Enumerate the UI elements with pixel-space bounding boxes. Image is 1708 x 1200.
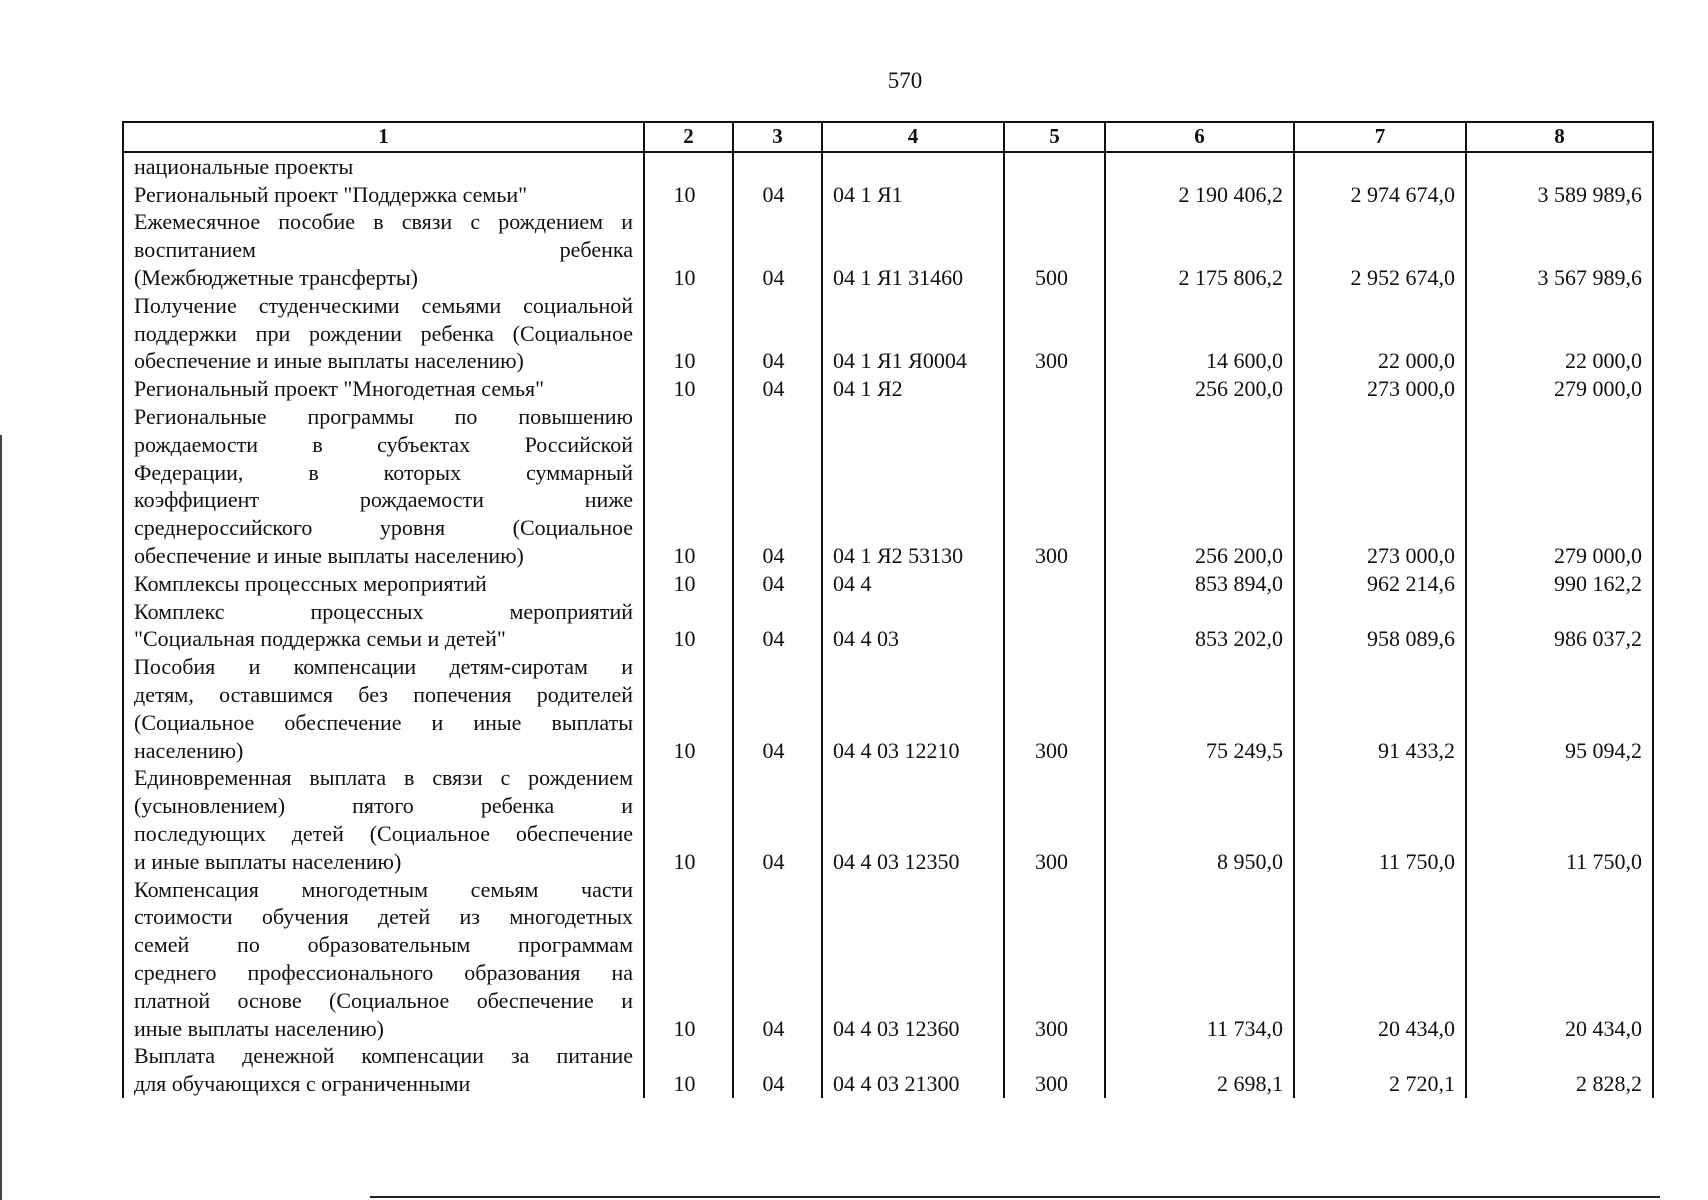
cell-c8: 279 000,0 <box>1466 375 1653 403</box>
cell-c8: 20 434,0 <box>1466 876 1653 1043</box>
description-line: семей по образовательным программам <box>134 932 633 958</box>
description-line: Получение студенческими семьями социальной <box>134 292 633 318</box>
cell-c4: 04 4 03 12350 <box>822 764 1004 875</box>
cell-c8: 11 750,0 <box>1466 764 1653 875</box>
table-row <box>123 598 1653 654</box>
cell-c5 <box>1004 181 1105 209</box>
description-line: обеспечение и иные выплаты населению) <box>134 348 524 374</box>
cell-c8: 2 828,2 <box>1466 1042 1653 1098</box>
cell-c6: 2 190 406,2 <box>1105 181 1294 209</box>
description-line: Региональные программы по повышению <box>134 403 633 429</box>
column-header-7: 7 <box>1294 122 1466 152</box>
cell-c7: 22 000,0 <box>1294 292 1466 375</box>
description-line: (усыновлением) пятого ребенка и <box>134 793 633 819</box>
cell-c4: 04 1 Я1 <box>822 181 1004 209</box>
cell-c2: 10 <box>644 653 733 764</box>
budget-table <box>122 121 1654 1098</box>
cell-c6: 8 950,0 <box>1105 764 1294 875</box>
table-row <box>123 152 1653 181</box>
cell-c4: 04 4 03 <box>822 598 1004 654</box>
column-header-5: 5 <box>1004 122 1105 152</box>
cell-c5 <box>1004 570 1105 598</box>
cell-c7: 273 000,0 <box>1294 375 1466 403</box>
description-line: стоимости обучения детей из многодетных <box>134 904 633 930</box>
cell-c7: 91 433,2 <box>1294 653 1466 764</box>
cell-c4: 04 1 Я2 53130 <box>822 403 1004 570</box>
row-description <box>123 152 644 181</box>
column-header-3: 3 <box>733 122 822 152</box>
cell-c4 <box>822 152 1004 181</box>
cell-c5: 300 <box>1004 653 1105 764</box>
cell-c5 <box>1004 375 1105 403</box>
budget-table-container <box>122 121 1652 1098</box>
cell-c7: 2 974 674,0 <box>1294 181 1466 209</box>
cell-c6: 11 734,0 <box>1105 876 1294 1043</box>
cell-c5: 300 <box>1004 1042 1105 1098</box>
cell-c2: 10 <box>644 876 733 1043</box>
description-line: населению) <box>134 737 244 763</box>
cell-c8: 22 000,0 <box>1466 292 1653 375</box>
table-row <box>123 375 1653 403</box>
cell-c2: 10 <box>644 403 733 570</box>
header-row <box>123 122 1653 152</box>
table-row <box>123 876 1653 1043</box>
column-header-6: 6 <box>1105 122 1294 152</box>
description-line: воспитанием ребенка <box>134 237 633 263</box>
description-line: поддержки при рождении ребенка (Социальное <box>134 320 633 346</box>
column-header-4: 4 <box>822 122 1004 152</box>
cell-c6 <box>1105 152 1294 181</box>
table-row <box>123 292 1653 375</box>
description-line: и иные выплаты населению) <box>134 848 402 874</box>
description-line: Выплата денежной компенсации за питание <box>134 1043 633 1069</box>
cell-c3: 04 <box>733 764 822 875</box>
cell-c8: 3 589 989,6 <box>1466 181 1653 209</box>
cell-c3: 04 <box>733 876 822 1043</box>
cell-c6: 2 698,1 <box>1105 1042 1294 1098</box>
table-row <box>123 570 1653 598</box>
page-number: 570 <box>887 68 923 93</box>
cell-c7 <box>1294 152 1466 181</box>
row-description <box>123 876 644 1043</box>
cell-c8: 95 094,2 <box>1466 653 1653 764</box>
cell-c2: 10 <box>644 375 733 403</box>
cell-c5: 300 <box>1004 292 1105 375</box>
row-description <box>123 181 644 209</box>
description-line: платной основе (Социальное обеспечение и <box>134 987 633 1013</box>
description-line: Ежемесячное пособие в связи с рождением и <box>134 209 633 235</box>
row-description <box>123 764 644 875</box>
row-description <box>123 375 644 403</box>
description-line: (Межбюджетные трансферты) <box>134 264 418 290</box>
description-line: коэффициент рождаемости ниже <box>134 487 633 513</box>
description-line: национальные проекты <box>134 153 354 179</box>
row-description <box>123 570 644 598</box>
cell-c2: 10 <box>644 598 733 654</box>
cell-c2: 10 <box>644 181 733 209</box>
cell-c5: 500 <box>1004 208 1105 291</box>
cell-c3 <box>733 152 822 181</box>
description-line: рождаемости в субъектах Российской <box>134 431 633 457</box>
cell-c4: 04 4 03 12210 <box>822 653 1004 764</box>
description-line: последующих детей (Социальное обеспечение <box>134 820 633 846</box>
description-line: Компенсация многодетным семьям части <box>134 876 633 902</box>
table-row <box>123 403 1653 570</box>
column-header-2: 2 <box>644 122 733 152</box>
description-line: (Социальное обеспечение и иные выплаты <box>134 709 633 735</box>
cell-c3: 04 <box>733 598 822 654</box>
description-line: Региональный проект "Многодетная семья" <box>134 376 545 402</box>
description-line: "Социальная поддержка семьи и детей" <box>134 626 506 652</box>
cell-c3: 04 <box>733 208 822 291</box>
cell-c7: 2 952 674,0 <box>1294 208 1466 291</box>
cell-c5: 300 <box>1004 764 1105 875</box>
table-row <box>123 208 1653 291</box>
cell-c6: 256 200,0 <box>1105 375 1294 403</box>
cell-c7: 11 750,0 <box>1294 764 1466 875</box>
cell-c7: 273 000,0 <box>1294 403 1466 570</box>
cell-c8: 3 567 989,6 <box>1466 208 1653 291</box>
cell-c4: 04 1 Я1 31460 <box>822 208 1004 291</box>
column-header-1: 1 <box>123 122 644 152</box>
cell-c7: 962 214,6 <box>1294 570 1466 598</box>
row-description <box>123 598 644 654</box>
row-description <box>123 292 644 375</box>
cell-c8 <box>1466 152 1653 181</box>
cell-c5: 300 <box>1004 876 1105 1043</box>
cell-c2: 10 <box>644 1042 733 1098</box>
row-description <box>123 653 644 764</box>
bottom-rule <box>370 1196 1660 1198</box>
cell-c4: 04 4 03 12360 <box>822 876 1004 1043</box>
table-header <box>123 122 1653 152</box>
description-line: для обучающихся с ограниченными <box>134 1071 471 1097</box>
cell-c4: 04 1 Я2 <box>822 375 1004 403</box>
left-page-edge <box>0 435 2 1200</box>
description-line: детям, оставшимся без попечения родителей <box>134 681 633 707</box>
description-line: обеспечение и иные выплаты населению) <box>134 542 524 568</box>
cell-c6: 853 894,0 <box>1105 570 1294 598</box>
cell-c4: 04 4 03 21300 <box>822 1042 1004 1098</box>
cell-c5 <box>1004 598 1105 654</box>
cell-c5: 300 <box>1004 403 1105 570</box>
cell-c2: 10 <box>644 570 733 598</box>
cell-c6: 2 175 806,2 <box>1105 208 1294 291</box>
cell-c7: 958 089,6 <box>1294 598 1466 654</box>
cell-c8: 990 162,2 <box>1466 570 1653 598</box>
cell-c3: 04 <box>733 403 822 570</box>
cell-c5 <box>1004 152 1105 181</box>
cell-c8: 279 000,0 <box>1466 403 1653 570</box>
cell-c3: 04 <box>733 570 822 598</box>
table-row <box>123 653 1653 764</box>
table-row <box>123 764 1653 875</box>
row-description <box>123 403 644 570</box>
cell-c7: 20 434,0 <box>1294 876 1466 1043</box>
table-body <box>123 152 1653 1098</box>
cell-c2: 10 <box>644 764 733 875</box>
cell-c2 <box>644 152 733 181</box>
cell-c3: 04 <box>733 653 822 764</box>
row-description <box>123 1042 644 1098</box>
cell-c6: 256 200,0 <box>1105 403 1294 570</box>
description-line: Пособия и компенсации детям-сиротам и <box>134 654 633 680</box>
cell-c3: 04 <box>733 292 822 375</box>
cell-c4: 04 4 <box>822 570 1004 598</box>
description-line: Комплексы процессных мероприятий <box>134 570 487 596</box>
cell-c3: 04 <box>733 375 822 403</box>
description-line: среднего профессионального образования на <box>134 959 633 985</box>
description-line: иные выплаты населению) <box>134 1015 384 1041</box>
table-row <box>123 181 1653 209</box>
column-header-8: 8 <box>1466 122 1653 152</box>
description-line: среднероссийского уровня (Социальное <box>134 515 633 541</box>
cell-c2: 10 <box>644 292 733 375</box>
description-line: Региональный проект "Поддержка семьи" <box>134 181 528 207</box>
cell-c6: 853 202,0 <box>1105 598 1294 654</box>
description-line: Единовременная выплата в связи с рождением <box>134 765 633 791</box>
cell-c6: 75 249,5 <box>1105 653 1294 764</box>
cell-c8: 986 037,2 <box>1466 598 1653 654</box>
cell-c3: 04 <box>733 1042 822 1098</box>
table-row <box>123 1042 1653 1098</box>
row-description <box>123 208 644 291</box>
cell-c2: 10 <box>644 208 733 291</box>
cell-c7: 2 720,1 <box>1294 1042 1466 1098</box>
cell-c4: 04 1 Я1 Я0004 <box>822 292 1004 375</box>
description-line: Комплекс процессных мероприятий <box>134 598 633 624</box>
cell-c3: 04 <box>733 181 822 209</box>
description-line: Федерации, в которых суммарный <box>134 459 633 485</box>
cell-c6: 14 600,0 <box>1105 292 1294 375</box>
